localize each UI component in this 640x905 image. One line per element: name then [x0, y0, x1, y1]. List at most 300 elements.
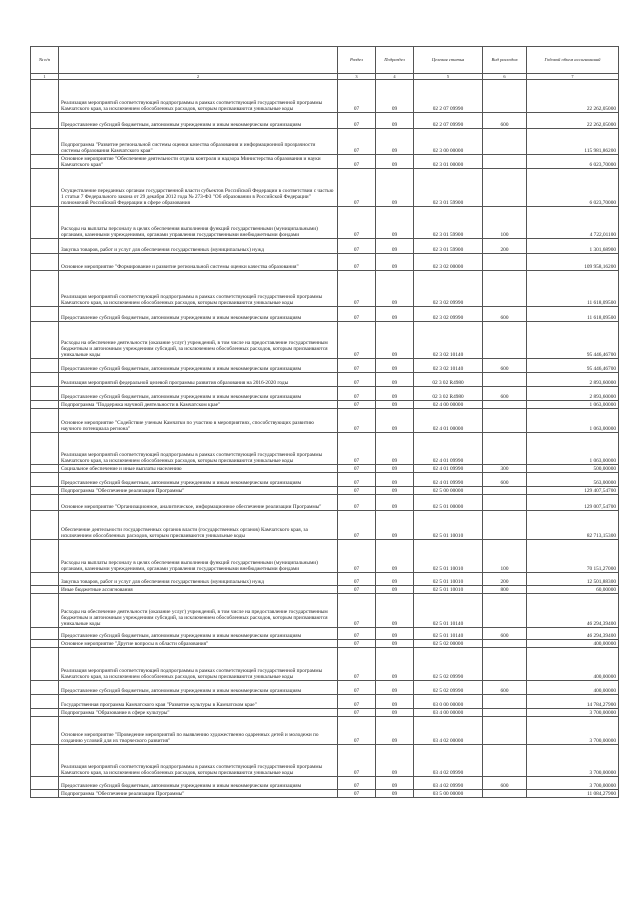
cell-vr	[483, 717, 527, 745]
cell-vr	[483, 401, 527, 409]
cell-number	[31, 239, 59, 254]
cell-kcsr: 02 4 01 09990	[414, 465, 483, 473]
cell-sum: 500,00000	[527, 465, 619, 473]
table-row	[31, 409, 619, 433]
cell-name: Подпрограмма "Развитие региональной системы оценки качества образования и информационной прозрачности системы образования Камчатского края"	[59, 129, 338, 155]
cell-podrazdel: 09	[376, 511, 414, 540]
cell-vr: 600	[483, 307, 527, 322]
cell-razdel: 07	[338, 239, 376, 254]
cell-razdel: 07	[338, 409, 376, 433]
cell-razdel: 07	[338, 586, 376, 594]
cell-podrazdel: 09	[376, 254, 414, 271]
table-row	[31, 511, 619, 540]
table-row	[31, 495, 619, 511]
cell-kcsr: 02 5 01 10140	[414, 628, 483, 640]
cell-number	[31, 80, 59, 113]
cell-number	[31, 495, 59, 511]
col-number-5: 5	[414, 74, 483, 80]
cell-vr	[483, 254, 527, 271]
cell-number	[31, 169, 59, 207]
cell-sum: 4 722,01100	[527, 207, 619, 239]
cell-sum: 82 713,15300	[527, 511, 619, 540]
cell-razdel: 07	[338, 271, 376, 307]
cell-podrazdel: 09	[376, 495, 414, 511]
cell-podrazdel: 09	[376, 695, 414, 709]
cell-number	[31, 401, 59, 409]
cell-number	[31, 113, 59, 129]
cell-kcsr: 02 5 01 00000	[414, 495, 483, 511]
cell-name: Реализация мероприятий соответствующей подпрограммы в рамках соответствующей государственной программы Камчатского края, за исключением обособленных расходов, которым присваиваются уникальные коды	[59, 648, 338, 681]
cell-number	[31, 271, 59, 307]
table-row	[31, 586, 619, 594]
cell-kcsr: 02 2 07 09990	[414, 113, 483, 129]
cell-vr	[483, 709, 527, 717]
cell-razdel: 07	[338, 113, 376, 129]
cell-sum: 400,00000	[527, 681, 619, 695]
cell-name: Расходы на обеспечение деятельности (оказание услуг) учреждений, в том числе на предоставление государственным бюджетным и автономным учреждениям субсидий, за исключением обособленных расходов, которым присваиваются уникальные коды	[59, 594, 338, 628]
cell-podrazdel: 09	[376, 239, 414, 254]
col-number-3: 3	[338, 74, 376, 80]
cell-sum: 1 063,00000	[527, 401, 619, 409]
cell-sum: 563,00000	[527, 473, 619, 487]
cell-sum: 14 784,27900	[527, 695, 619, 709]
cell-razdel: 07	[338, 790, 376, 798]
cell-kcsr: 03 5 00 00000	[414, 790, 483, 798]
cell-sum: 95 446,46700	[527, 359, 619, 373]
cell-podrazdel: 09	[376, 207, 414, 239]
cell-name: Закупка товаров, работ и услуг для обеспечения государственных (муниципальных) нужд	[59, 573, 338, 586]
cell-name: Основное мероприятие "Проведение мероприятий по выявлению художественно одаренных детей и молодежи по созданию условий для их творческого развития"	[59, 717, 338, 745]
cell-sum: 22 262,05000	[527, 113, 619, 129]
cell-sum: 95 446,46700	[527, 322, 619, 359]
cell-vr	[483, 169, 527, 207]
cell-podrazdel: 09	[376, 473, 414, 487]
cell-vr	[483, 695, 527, 709]
cell-razdel: 07	[338, 594, 376, 628]
cell-razdel: 07	[338, 495, 376, 511]
cell-razdel: 07	[338, 307, 376, 322]
cell-podrazdel: 09	[376, 129, 414, 155]
cell-vr	[483, 745, 527, 777]
cell-razdel: 07	[338, 169, 376, 207]
cell-kcsr: 02 3 02 10140	[414, 359, 483, 373]
cell-podrazdel: 09	[376, 681, 414, 695]
cell-number	[31, 254, 59, 271]
cell-kcsr: 02 3 01 59900	[414, 239, 483, 254]
table-row	[31, 745, 619, 777]
cell-podrazdel: 09	[376, 113, 414, 129]
cell-vr	[483, 271, 527, 307]
cell-sum: 46 294,39400	[527, 628, 619, 640]
cell-sum: 3 700,00000	[527, 745, 619, 777]
cell-vr: 300	[483, 465, 527, 473]
cell-name: Расходы на выплаты персоналу в целях обеспечения выполнения функций государственными (муниципальными) органами, казенными учреждениями, органами управления государственными внебюджетными фондами	[59, 540, 338, 573]
cell-kcsr: 02 5 01 10010	[414, 573, 483, 586]
table-row	[31, 573, 619, 586]
cell-sum: 70 151,27000	[527, 540, 619, 573]
table-row	[31, 695, 619, 709]
cell-vr: 600	[483, 777, 527, 790]
cell-number	[31, 511, 59, 540]
col-number-1: 1	[31, 74, 59, 80]
cell-razdel: 07	[338, 709, 376, 717]
cell-podrazdel: 09	[376, 586, 414, 594]
cell-vr	[483, 790, 527, 798]
table-row	[31, 433, 619, 465]
table-row	[31, 628, 619, 640]
cell-name: Реализация мероприятий соответствующей подпрограммы в рамках соответствующей государственной программы Камчатского края, за исключением обособленных расходов, которым присваиваются уникальные коды	[59, 271, 338, 307]
cell-sum: 1 063,00000	[527, 409, 619, 433]
table-row	[31, 709, 619, 717]
cell-kcsr: 02 5 01 10010	[414, 540, 483, 573]
cell-kcsr: 02 3 01 59900	[414, 169, 483, 207]
col-number-2: 2	[59, 74, 338, 80]
cell-podrazdel: 09	[376, 628, 414, 640]
cell-name: Подпрограмма "Поддержка научной деятельности в Камчатском крае"	[59, 401, 338, 409]
table-row	[31, 648, 619, 681]
table-row	[31, 465, 619, 473]
cell-podrazdel: 09	[376, 790, 414, 798]
cell-podrazdel: 09	[376, 322, 414, 359]
cell-sum: 400,00000	[527, 648, 619, 681]
cell-razdel: 07	[338, 648, 376, 681]
cell-number	[31, 322, 59, 359]
cell-vr: 200	[483, 239, 527, 254]
table-row	[31, 322, 619, 359]
cell-number	[31, 648, 59, 681]
cell-kcsr: 02 3 02 09990	[414, 271, 483, 307]
cell-vr	[483, 640, 527, 648]
cell-vr	[483, 511, 527, 540]
cell-kcsr: 02 3 02 00000	[414, 254, 483, 271]
cell-sum: 129 407,54700	[527, 487, 619, 495]
col-sum-header: Годовой объем ассигнований	[527, 47, 619, 74]
cell-name: Предоставление субсидий бюджетным, автономным учреждениям и иным некоммерческим организациям	[59, 473, 338, 487]
cell-vr: 800	[483, 586, 527, 594]
cell-razdel: 07	[338, 777, 376, 790]
cell-razdel: 07	[338, 473, 376, 487]
cell-number	[31, 387, 59, 401]
cell-podrazdel: 09	[376, 540, 414, 573]
cell-podrazdel: 09	[376, 155, 414, 169]
cell-sum: 12 501,88300	[527, 573, 619, 586]
cell-kcsr: 02 5 01 10010	[414, 586, 483, 594]
cell-number	[31, 487, 59, 495]
cell-podrazdel: 09	[376, 594, 414, 628]
cell-name: Основное мероприятие "Другие вопросы в области образования"	[59, 640, 338, 648]
cell-vr	[483, 594, 527, 628]
table-row	[31, 155, 619, 169]
cell-kcsr: 02 3 00 00000	[414, 129, 483, 155]
cell-name: Реализация мероприятий соответствующей подпрограммы в рамках соответствующей государственной программы Камчатского края, за исключением обособленных расходов, которым присваиваются уникальные коды	[59, 433, 338, 465]
cell-vr	[483, 129, 527, 155]
cell-podrazdel: 09	[376, 640, 414, 648]
cell-name: Предоставление субсидий бюджетным, автономным учреждениям и иным некоммерческим организациям	[59, 307, 338, 322]
cell-vr	[483, 322, 527, 359]
table-row	[31, 207, 619, 239]
cell-kcsr: 02 4 01 00000	[414, 409, 483, 433]
table-row	[31, 473, 619, 487]
cell-vr: 100	[483, 540, 527, 573]
cell-kcsr: 02 2 07 09990	[414, 80, 483, 113]
cell-number	[31, 540, 59, 573]
cell-podrazdel: 09	[376, 80, 414, 113]
cell-razdel: 07	[338, 745, 376, 777]
cell-vr: 600	[483, 359, 527, 373]
cell-razdel: 07	[338, 628, 376, 640]
cell-name: Государственная программа Камчатского края "Развитие культуры в Камчатском крае"	[59, 695, 338, 709]
table-row	[31, 80, 619, 113]
table-row	[31, 540, 619, 573]
cell-number	[31, 681, 59, 695]
cell-name: Социальное обеспечение и иные выплаты населению	[59, 465, 338, 473]
cell-razdel: 07	[338, 695, 376, 709]
cell-sum: 11 618,09500	[527, 307, 619, 322]
cell-sum: 1 301,68900	[527, 239, 619, 254]
cell-vr: 600	[483, 387, 527, 401]
cell-vr	[483, 495, 527, 511]
cell-vr	[483, 409, 527, 433]
cell-sum: 22 262,05000	[527, 80, 619, 113]
cell-name: Обеспечение деятельности государственных органов власти (государственных органов) Камчатского края, за исключением обособленных расходов, которым присваиваются уникальные коды	[59, 511, 338, 540]
cell-razdel: 07	[338, 129, 376, 155]
col-vr-header: Вид расходов	[483, 47, 527, 74]
cell-podrazdel: 09	[376, 487, 414, 495]
cell-number	[31, 777, 59, 790]
cell-name: Подпрограмма "Образование в сфере культуры"	[59, 709, 338, 717]
cell-kcsr: 02 5 00 00000	[414, 487, 483, 495]
col-number-4: 4	[376, 74, 414, 80]
cell-sum: 3 700,00000	[527, 709, 619, 717]
budget-table	[30, 46, 619, 798]
cell-podrazdel: 09	[376, 777, 414, 790]
cell-razdel: 07	[338, 640, 376, 648]
cell-vr: 600	[483, 113, 527, 129]
cell-number	[31, 573, 59, 586]
cell-razdel: 07	[338, 465, 376, 473]
col-podrazdel-header: Подраздел	[376, 47, 414, 74]
cell-number	[31, 790, 59, 798]
cell-razdel: 07	[338, 359, 376, 373]
cell-podrazdel: 09	[376, 401, 414, 409]
cell-number	[31, 207, 59, 239]
cell-kcsr: 02 3 02 09990	[414, 307, 483, 322]
cell-sum: 115 981,86200	[527, 129, 619, 155]
cell-number	[31, 307, 59, 322]
cell-name: Предоставление субсидий бюджетным, автономным учреждениям и иным некоммерческим организациям	[59, 113, 338, 129]
cell-number	[31, 717, 59, 745]
cell-name: Подпрограмма "Обеспечение реализации Программы"	[59, 487, 338, 495]
table-row	[31, 169, 619, 207]
cell-sum: 3 700,00000	[527, 777, 619, 790]
cell-number	[31, 695, 59, 709]
table-row	[31, 129, 619, 155]
cell-podrazdel: 09	[376, 745, 414, 777]
cell-number	[31, 709, 59, 717]
cell-number	[31, 129, 59, 155]
cell-podrazdel: 09	[376, 307, 414, 322]
cell-kcsr: 02 3 01 00000	[414, 155, 483, 169]
cell-sum: 46 294,39400	[527, 594, 619, 628]
cell-razdel: 07	[338, 540, 376, 573]
table-row	[31, 359, 619, 373]
cell-name: Предоставление субсидий бюджетным, автономным учреждениям и иным некоммерческим организациям	[59, 777, 338, 790]
table-row	[31, 487, 619, 495]
cell-sum: 400,00000	[527, 640, 619, 648]
table-row	[31, 777, 619, 790]
cell-kcsr: 02 3 02 10140	[414, 322, 483, 359]
cell-vr	[483, 433, 527, 465]
cell-number	[31, 373, 59, 387]
cell-name: Реализация мероприятий соответствующей подпрограммы в рамках соответствующей государственной программы Камчатского края, за исключением обособленных расходов, которым присваиваются уникальные коды	[59, 80, 338, 113]
cell-razdel: 07	[338, 80, 376, 113]
cell-kcsr: 02 5 01 10140	[414, 594, 483, 628]
cell-sum: 109 958,16200	[527, 254, 619, 271]
cell-vr	[483, 373, 527, 387]
cell-kcsr: 02 5 02 00000	[414, 640, 483, 648]
cell-vr	[483, 487, 527, 495]
cell-razdel: 07	[338, 155, 376, 169]
cell-podrazdel: 09	[376, 709, 414, 717]
cell-number	[31, 473, 59, 487]
cell-name: Расходы на обеспечение деятельности (оказание услуг) учреждений, в том числе на предоставление государственным бюджетным и автономным учреждениям субсидий, за исключением обособленных расходов, которым присваиваются уникальные коды	[59, 322, 338, 359]
cell-vr: 600	[483, 681, 527, 695]
table-row	[31, 113, 619, 129]
cell-number	[31, 594, 59, 628]
cell-name: Основное мероприятие "Содействие ученым Камчатки по участию в мероприятиях, способствующих развитию научного потенциала региона"	[59, 409, 338, 433]
cell-name: Основное мероприятие "Обеспечение деятельности отдела контроля и надзора Министерства образования и науки Камчатского края"	[59, 155, 338, 169]
cell-vr: 200	[483, 573, 527, 586]
cell-number	[31, 433, 59, 465]
cell-podrazdel: 09	[376, 409, 414, 433]
table-row	[31, 401, 619, 409]
cell-name: Расходы на выплаты персоналу в целях обеспечения выполнения функций государственными (муниципальными) органами, казенными учреждениями, органами управления государственными внебюджетными фондами	[59, 207, 338, 239]
table-row	[31, 640, 619, 648]
col-number-6: 6	[483, 74, 527, 80]
cell-number	[31, 745, 59, 777]
table-row	[31, 681, 619, 695]
cell-razdel: 07	[338, 487, 376, 495]
col-kcsr-header: Целевая статья	[414, 47, 483, 74]
cell-vr	[483, 155, 527, 169]
cell-razdel: 07	[338, 373, 376, 387]
cell-sum: 2 893,60000	[527, 373, 619, 387]
cell-razdel: 07	[338, 681, 376, 695]
cell-kcsr: 03 0 00 00000	[414, 695, 483, 709]
cell-name: Реализация мероприятий соответствующей подпрограммы в рамках соответствующей государственной программы Камчатского края, за исключением обособленных расходов, которым присваиваются уникальные коды	[59, 745, 338, 777]
table-row	[31, 790, 619, 798]
cell-kcsr: 03 4 02 09990	[414, 777, 483, 790]
cell-sum: 60,00000	[527, 586, 619, 594]
cell-vr	[483, 648, 527, 681]
table-row	[31, 373, 619, 387]
cell-name: Осуществление переданных органам государственной власти субъектов Российской Федерации в соответствии с частью 1 статьи 7 Федерального закона от 29 декабря 2012 года № 273-ФЗ "Об образовании в Российской Федерации" полномочий Российской Федерации в сфере образования	[59, 169, 338, 207]
cell-kcsr: 02 3 02 R4980	[414, 387, 483, 401]
header-row	[31, 47, 619, 74]
cell-razdel: 07	[338, 433, 376, 465]
cell-name: Предоставление субсидий бюджетным, автономным учреждениям и иным некоммерческим организациям	[59, 681, 338, 695]
cell-vr: 600	[483, 628, 527, 640]
cell-kcsr: 02 3 02 R4980	[414, 373, 483, 387]
cell-kcsr: 03 4 02 09990	[414, 745, 483, 777]
cell-vr: 600	[483, 473, 527, 487]
cell-sum: 11 084,27900	[527, 790, 619, 798]
cell-name: Основное мероприятие "Формирование и развитие региональной системы оценки качества образования"	[59, 254, 338, 271]
table-row	[31, 594, 619, 628]
cell-name: Основное мероприятие "Организационное, аналитическое, информационное обеспечение реализации Программы"	[59, 495, 338, 511]
cell-kcsr: 02 4 00 00000	[414, 401, 483, 409]
cell-kcsr: 03 4 02 00000	[414, 717, 483, 745]
cell-sum: 6 023,70000	[527, 169, 619, 207]
cell-sum: 2 893,60000	[527, 387, 619, 401]
cell-podrazdel: 09	[376, 573, 414, 586]
cell-razdel: 07	[338, 573, 376, 586]
cell-razdel: 07	[338, 511, 376, 540]
cell-name: Предоставление субсидий бюджетным, автономным учреждениям и иным некоммерческим организациям	[59, 359, 338, 373]
cell-sum: 6 023,70000	[527, 155, 619, 169]
cell-kcsr: 02 5 02 09990	[414, 681, 483, 695]
cell-name: Предоставление субсидий бюджетным, автономным учреждениям и иным некоммерческим организациям	[59, 628, 338, 640]
cell-name: Реализация мероприятий федеральной целевой программы развития образования на 2016-2020 годы	[59, 373, 338, 387]
table-row	[31, 239, 619, 254]
cell-number	[31, 465, 59, 473]
cell-razdel: 07	[338, 254, 376, 271]
table-row	[31, 254, 619, 271]
col-number-header: № п/п	[31, 47, 59, 74]
cell-name: Закупка товаров, работ и услуг для обеспечения государственных (муниципальных) нужд	[59, 239, 338, 254]
cell-razdel: 07	[338, 717, 376, 745]
cell-kcsr: 02 4 01 09990	[414, 473, 483, 487]
cell-number	[31, 155, 59, 169]
col-name-header	[59, 47, 338, 74]
cell-razdel: 07	[338, 387, 376, 401]
cell-podrazdel: 09	[376, 648, 414, 681]
cell-razdel: 07	[338, 207, 376, 239]
cell-name: Иные бюджетные ассигнования	[59, 586, 338, 594]
table-row	[31, 271, 619, 307]
col-razdel-header: Раздел	[338, 47, 376, 74]
cell-razdel: 07	[338, 401, 376, 409]
cell-vr: 100	[483, 207, 527, 239]
cell-kcsr: 02 5 01 10010	[414, 511, 483, 540]
cell-podrazdel: 09	[376, 359, 414, 373]
cell-kcsr: 03 4 00 00000	[414, 709, 483, 717]
cell-number	[31, 628, 59, 640]
cell-podrazdel: 09	[376, 373, 414, 387]
cell-vr	[483, 80, 527, 113]
cell-number	[31, 359, 59, 373]
cell-number	[31, 640, 59, 648]
col-number-7: 7	[527, 74, 619, 80]
cell-kcsr: 02 5 02 09990	[414, 648, 483, 681]
cell-number	[31, 586, 59, 594]
cell-podrazdel: 09	[376, 465, 414, 473]
cell-kcsr: 02 3 01 59900	[414, 207, 483, 239]
cell-number	[31, 409, 59, 433]
cell-sum: 1 063,00000	[527, 433, 619, 465]
cell-razdel: 07	[338, 322, 376, 359]
cell-podrazdel: 09	[376, 717, 414, 745]
table-body	[31, 80, 619, 798]
cell-name: Предоставление субсидий бюджетным, автономным учреждениям и иным некоммерческим организациям	[59, 387, 338, 401]
cell-kcsr: 02 4 01 09990	[414, 433, 483, 465]
cell-podrazdel: 09	[376, 169, 414, 207]
cell-name: Подпрограмма "Обеспечение реализации Программы"	[59, 790, 338, 798]
cell-sum: 129 007,54700	[527, 495, 619, 511]
cell-podrazdel: 09	[376, 387, 414, 401]
cell-sum: 3 700,00000	[527, 717, 619, 745]
cell-podrazdel: 09	[376, 433, 414, 465]
